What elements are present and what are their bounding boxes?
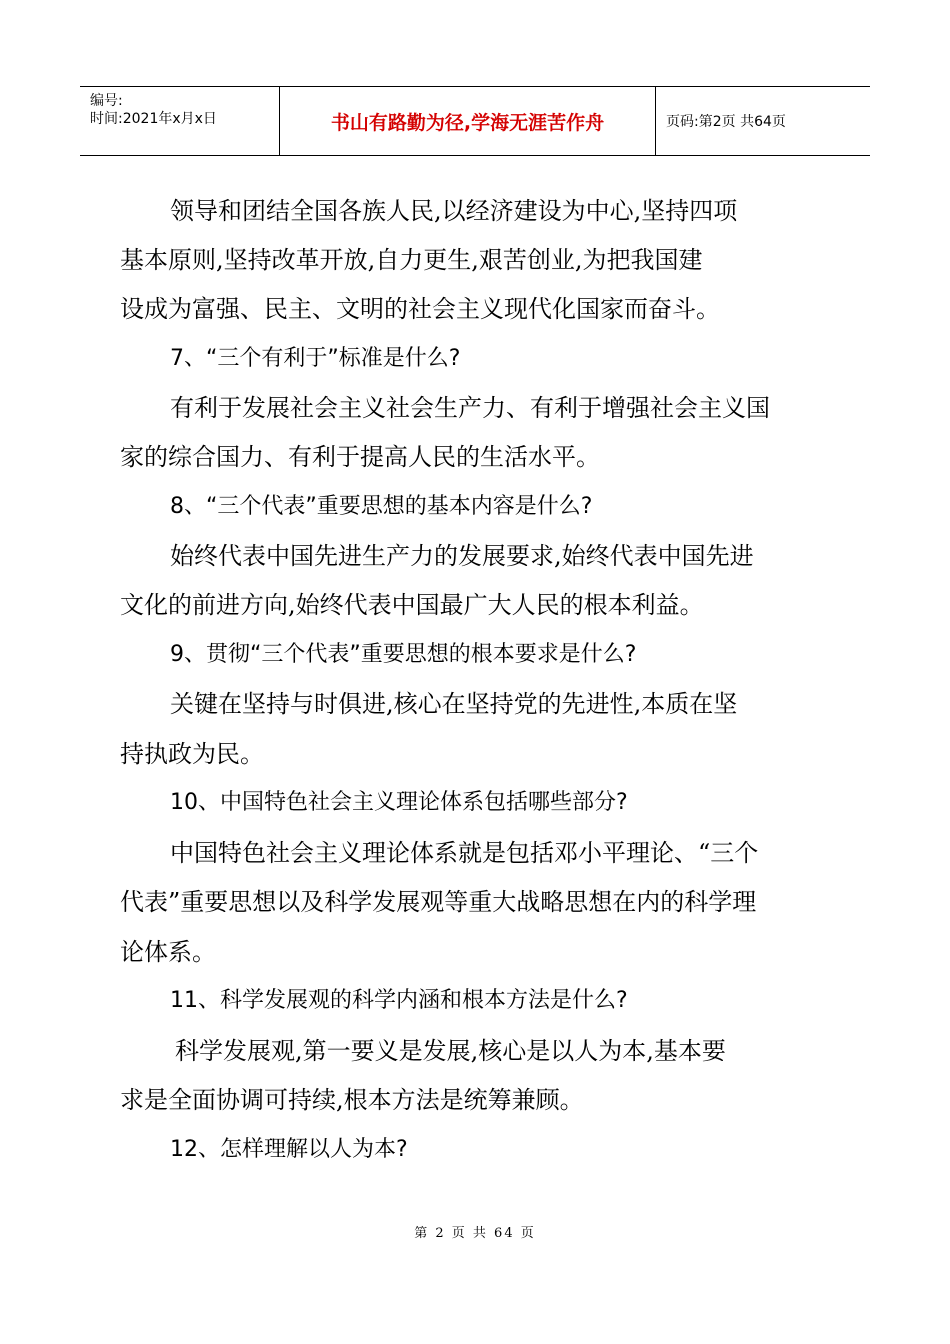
body-line: 家的综合国力、有利于提高人民的生活水平。 bbox=[120, 443, 600, 471]
body-line: 持执政为民。 bbox=[120, 740, 264, 768]
page-footer: 第 2 页 共 64 页 bbox=[414, 1226, 536, 1241]
body-line: 论体系。 bbox=[120, 938, 216, 966]
body-line: 中国特色社会主义理论体系就是包括邓小平理论、“三个 bbox=[170, 839, 759, 867]
body-line: 设成为富强、民主、文明的社会主义现代化国家而奋斗。 bbox=[120, 295, 720, 323]
question-heading: 8、“三个代表”重要思想的基本内容是什么? bbox=[170, 494, 593, 519]
question-heading: 11、科学发展观的科学内涵和根本方法是什么? bbox=[170, 988, 628, 1013]
body-line: 领导和团结全国各族人民,以经济建设为中心,坚持四项 bbox=[170, 197, 738, 225]
time-label: 时间:2021年x月x日 bbox=[90, 111, 217, 127]
body-line: 基本原则,坚持改革开放,自力更生,艰苦创业,为把我国建 bbox=[120, 246, 703, 274]
body-line: 有利于发展社会主义社会生产力、有利于增强社会主义国 bbox=[170, 394, 770, 422]
question-heading: 10、中国特色社会主义理论体系包括哪些部分? bbox=[170, 790, 628, 815]
header-page-info: 页码:第2页 共64页 bbox=[666, 114, 786, 130]
header-meta bbox=[80, 87, 280, 155]
question-heading: 12、怎样理解以人为本? bbox=[170, 1137, 408, 1162]
question-heading: 9、贯彻“三个代表”重要思想的根本要求是什么? bbox=[170, 642, 637, 667]
body-line: 求是全面协调可持续,根本方法是统筹兼顾。 bbox=[120, 1086, 584, 1114]
body-line: 科学发展观,第一要义是发展,核心是以人为本,基本要 bbox=[175, 1037, 726, 1065]
body-line: 关键在坚持与时俱进,核心在坚持党的先进性,本质在坚 bbox=[170, 690, 738, 718]
document-header bbox=[80, 86, 870, 156]
body-line: 文化的前进方向,始终代表中国最广大人民的根本利益。 bbox=[120, 591, 704, 619]
header-motto: 书山有路勤为径,学海无涯苦作舟 bbox=[280, 87, 656, 155]
body-line: 始终代表中国先进生产力的发展要求,始终代表中国先进 bbox=[170, 542, 754, 570]
number-label: 编号: bbox=[90, 93, 123, 109]
question-heading: 7、“三个有利于”标准是什么? bbox=[170, 346, 461, 371]
body-line: 代表”重要思想以及科学发展观等重大战略思想在内的科学理 bbox=[120, 888, 757, 916]
